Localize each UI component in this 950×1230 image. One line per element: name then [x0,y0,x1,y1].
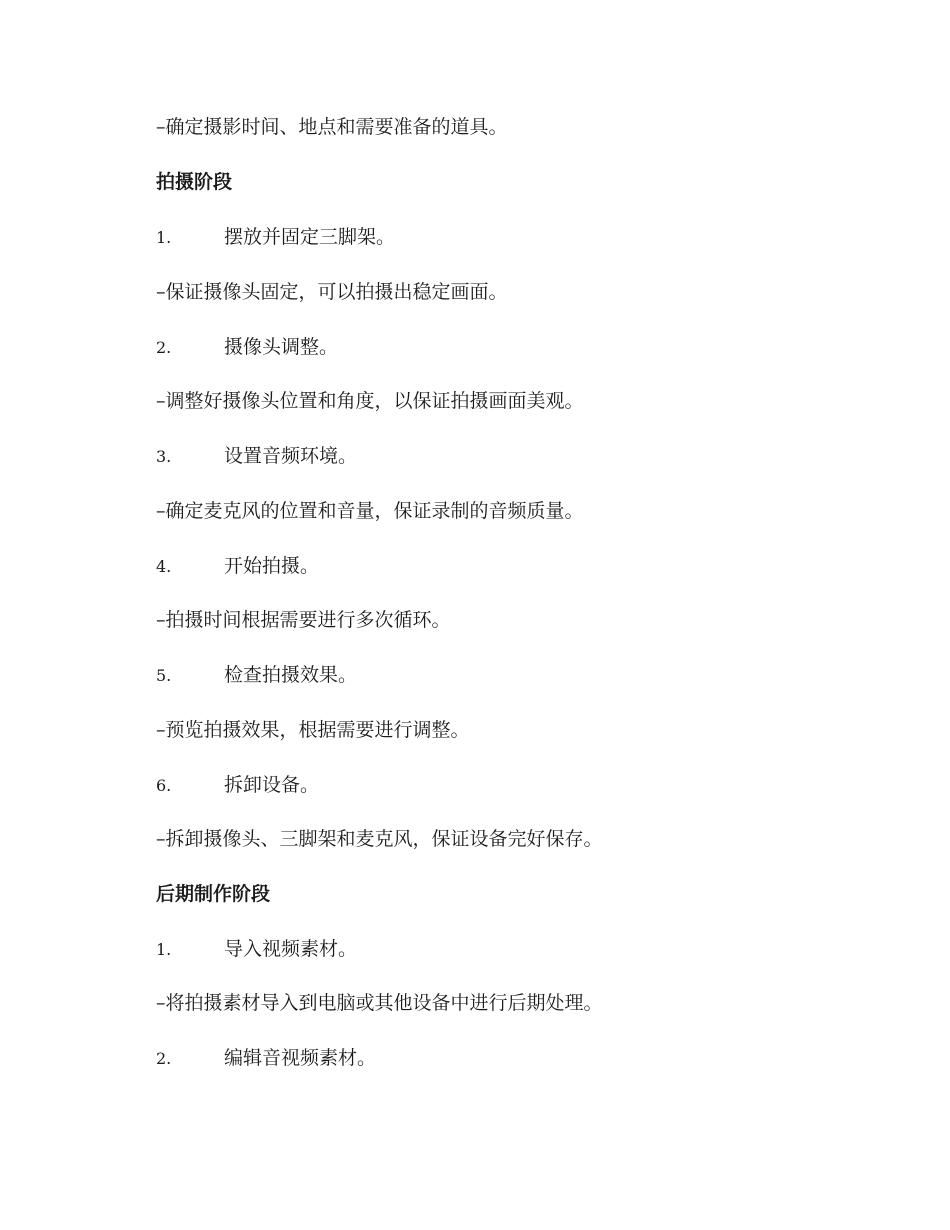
line-text: –拍摄时间根据需要进行多次循环。 [156,609,451,631]
bullet-line [156,990,603,1016]
step-number: 3. [156,447,172,466]
line-text: –将拍摄素材导入到电脑或其他设备中进行后期处理。 [156,992,603,1014]
step-text: 摆放并固定三脚架。 [224,226,396,248]
heading-text: 拍摄阶段 [156,171,233,193]
section-heading [156,881,270,907]
line-text: –确定摄影时间、地点和需要准备的道具。 [156,116,508,138]
section-heading [156,169,232,195]
step-text: 拆卸设备。 [224,774,320,796]
step-line [156,1045,376,1072]
step-number: 2. [156,338,172,357]
bullet-line [156,114,508,140]
step-text: 开始拍摄。 [224,555,320,577]
step-number: 5. [156,666,172,685]
step-number: 4. [156,557,172,576]
line-text: –调整好摄像头位置和角度，以保证拍摄画面美观。 [156,390,584,412]
line-text: –拆卸摄像头、三脚架和麦克风，保证设备完好保存。 [156,828,603,850]
step-text: 设置音频环境。 [224,445,358,467]
heading-text: 后期制作阶段 [156,883,271,905]
step-line [156,662,357,689]
bullet-line [156,607,451,633]
step-line [156,772,319,799]
step-line [156,553,319,580]
step-line [156,936,357,963]
step-number: 1. [156,940,172,959]
bullet-line [156,826,603,852]
bullet-line [156,498,584,524]
step-text: 编辑音视频素材。 [224,1047,377,1069]
bullet-line [156,717,470,743]
line-text: –确定麦克风的位置和音量，保证录制的音频质量。 [156,500,584,522]
step-text: 导入视频素材。 [224,938,358,960]
step-text: 摄像头调整。 [224,336,339,358]
line-text: –保证摄像头固定，可以拍摄出稳定画面。 [156,281,508,303]
step-text: 检查拍摄效果。 [224,664,358,686]
step-number: 6. [156,776,172,795]
step-line [156,224,395,251]
step-number: 2. [156,1049,172,1068]
bullet-line [156,388,584,414]
bullet-line [156,279,508,305]
step-line [156,334,338,361]
step-number: 1. [156,228,172,247]
line-text: –预览拍摄效果，根据需要进行调整。 [156,719,470,741]
step-line [156,443,357,470]
